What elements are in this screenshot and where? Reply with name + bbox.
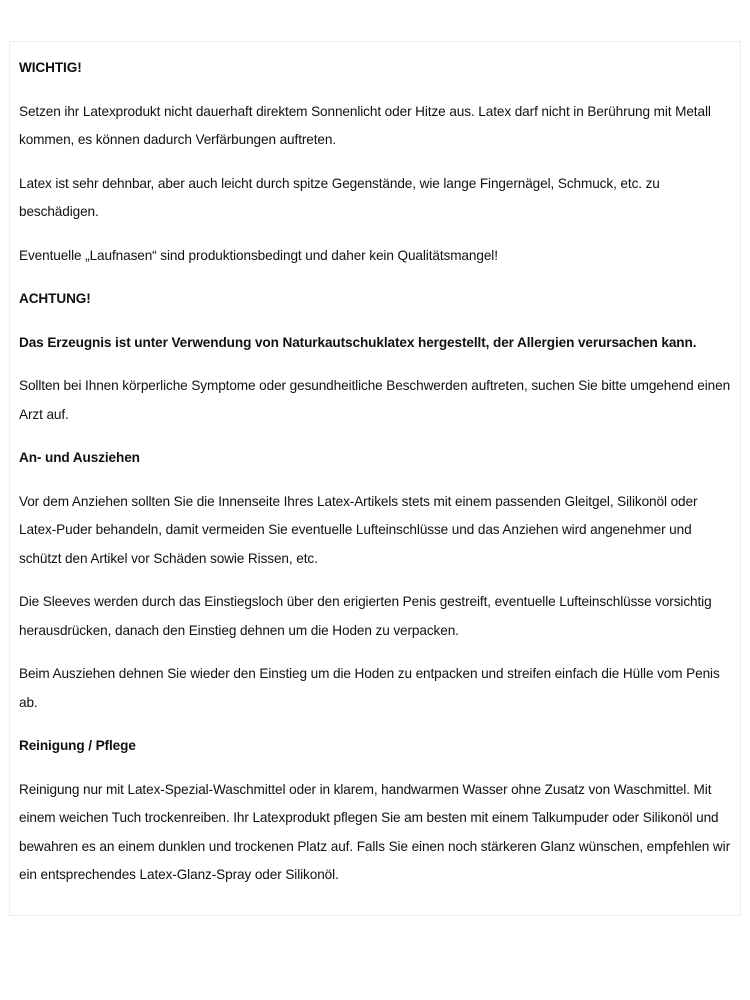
care-instructions-document [9, 41, 741, 916]
heading-wichtig: WICHTIG! [19, 60, 82, 75]
paragraph-cleaning-care: Reinigung nur mit Latex-Spezial-Waschmittel oder in klarem, handwarmen Wasser ohne Zusatz von Waschmittel. Mit einem weichen Tuch trockenreiben. Ihr Latexprodukt pflegen Sie am besten mit einem Talkumpuder oder Silikonöl und bewahren es an einem dunklen und trockenen Platz auf. Falls Sie einen noch stärkeren Glanz wünschen, empfehlen wir ein entsprechendes Latex-Glanz-Spray oder Silikonöl. [19, 781, 731, 882]
paragraph-elasticity-warning: Latex ist sehr dehnbar, aber auch leicht durch spitze Gegenstände, wie lange Fingernägel, Schmuck, etc. zu beschädigen. [19, 175, 660, 219]
paragraph-sunlight-warning: Setzen ihr Latexprodukt nicht dauerhaft direktem Sonnenlicht oder Hitze aus. Latex darf nicht in Berührung mit Metall kommen, es können dadurch Verfärbungen auftreten. [19, 103, 711, 147]
heading-achtung: ACHTUNG! [19, 291, 91, 306]
paragraph-allergy-warning: Das Erzeugnis ist unter Verwendung von Naturkautschuklatex hergestellt, der Allergien verursachen kann. [19, 334, 697, 350]
heading-an-und-ausziehen: An- und Ausziehen [19, 450, 140, 465]
paragraph-laufnasen-note: Eventuelle „Laufnasen“ sind produktionsbedingt und daher kein Qualitätsmangel! [19, 247, 498, 263]
paragraph-doctor-advice: Sollten bei Ihnen körperliche Symptome oder gesundheitliche Beschwerden auftreten, suchen Sie bitte umgehend einen Arzt auf. [19, 378, 731, 422]
paragraph-taking-off: Beim Ausziehen dehnen Sie wieder den Einstieg um die Hoden zu entpacken und streifen einfach die Hülle vom Penis ab. [19, 666, 720, 710]
paragraph-putting-on-steps: Die Sleeves werden durch das Einstiegsloch über den erigierten Penis gestreift, eventuelle Lufteinschlüsse vorsichtig herausdrücken, danach den Einstieg dehnen um die Hoden zu verpacken. [19, 594, 712, 638]
paragraph-putting-on-prep: Vor dem Anziehen sollten Sie die Innenseite Ihres Latex-Artikels stets mit einem passenden Gleitgel, Silikonöl oder Latex-Puder behandeln, damit vermeiden Sie eventuelle Lufteinschlüsse und das Anziehen wird angenehmer und schützt den Artikel vor Schäden sowie Rissen, etc. [19, 493, 698, 566]
heading-reinigung-pflege: Reinigung / Pflege [19, 738, 136, 753]
